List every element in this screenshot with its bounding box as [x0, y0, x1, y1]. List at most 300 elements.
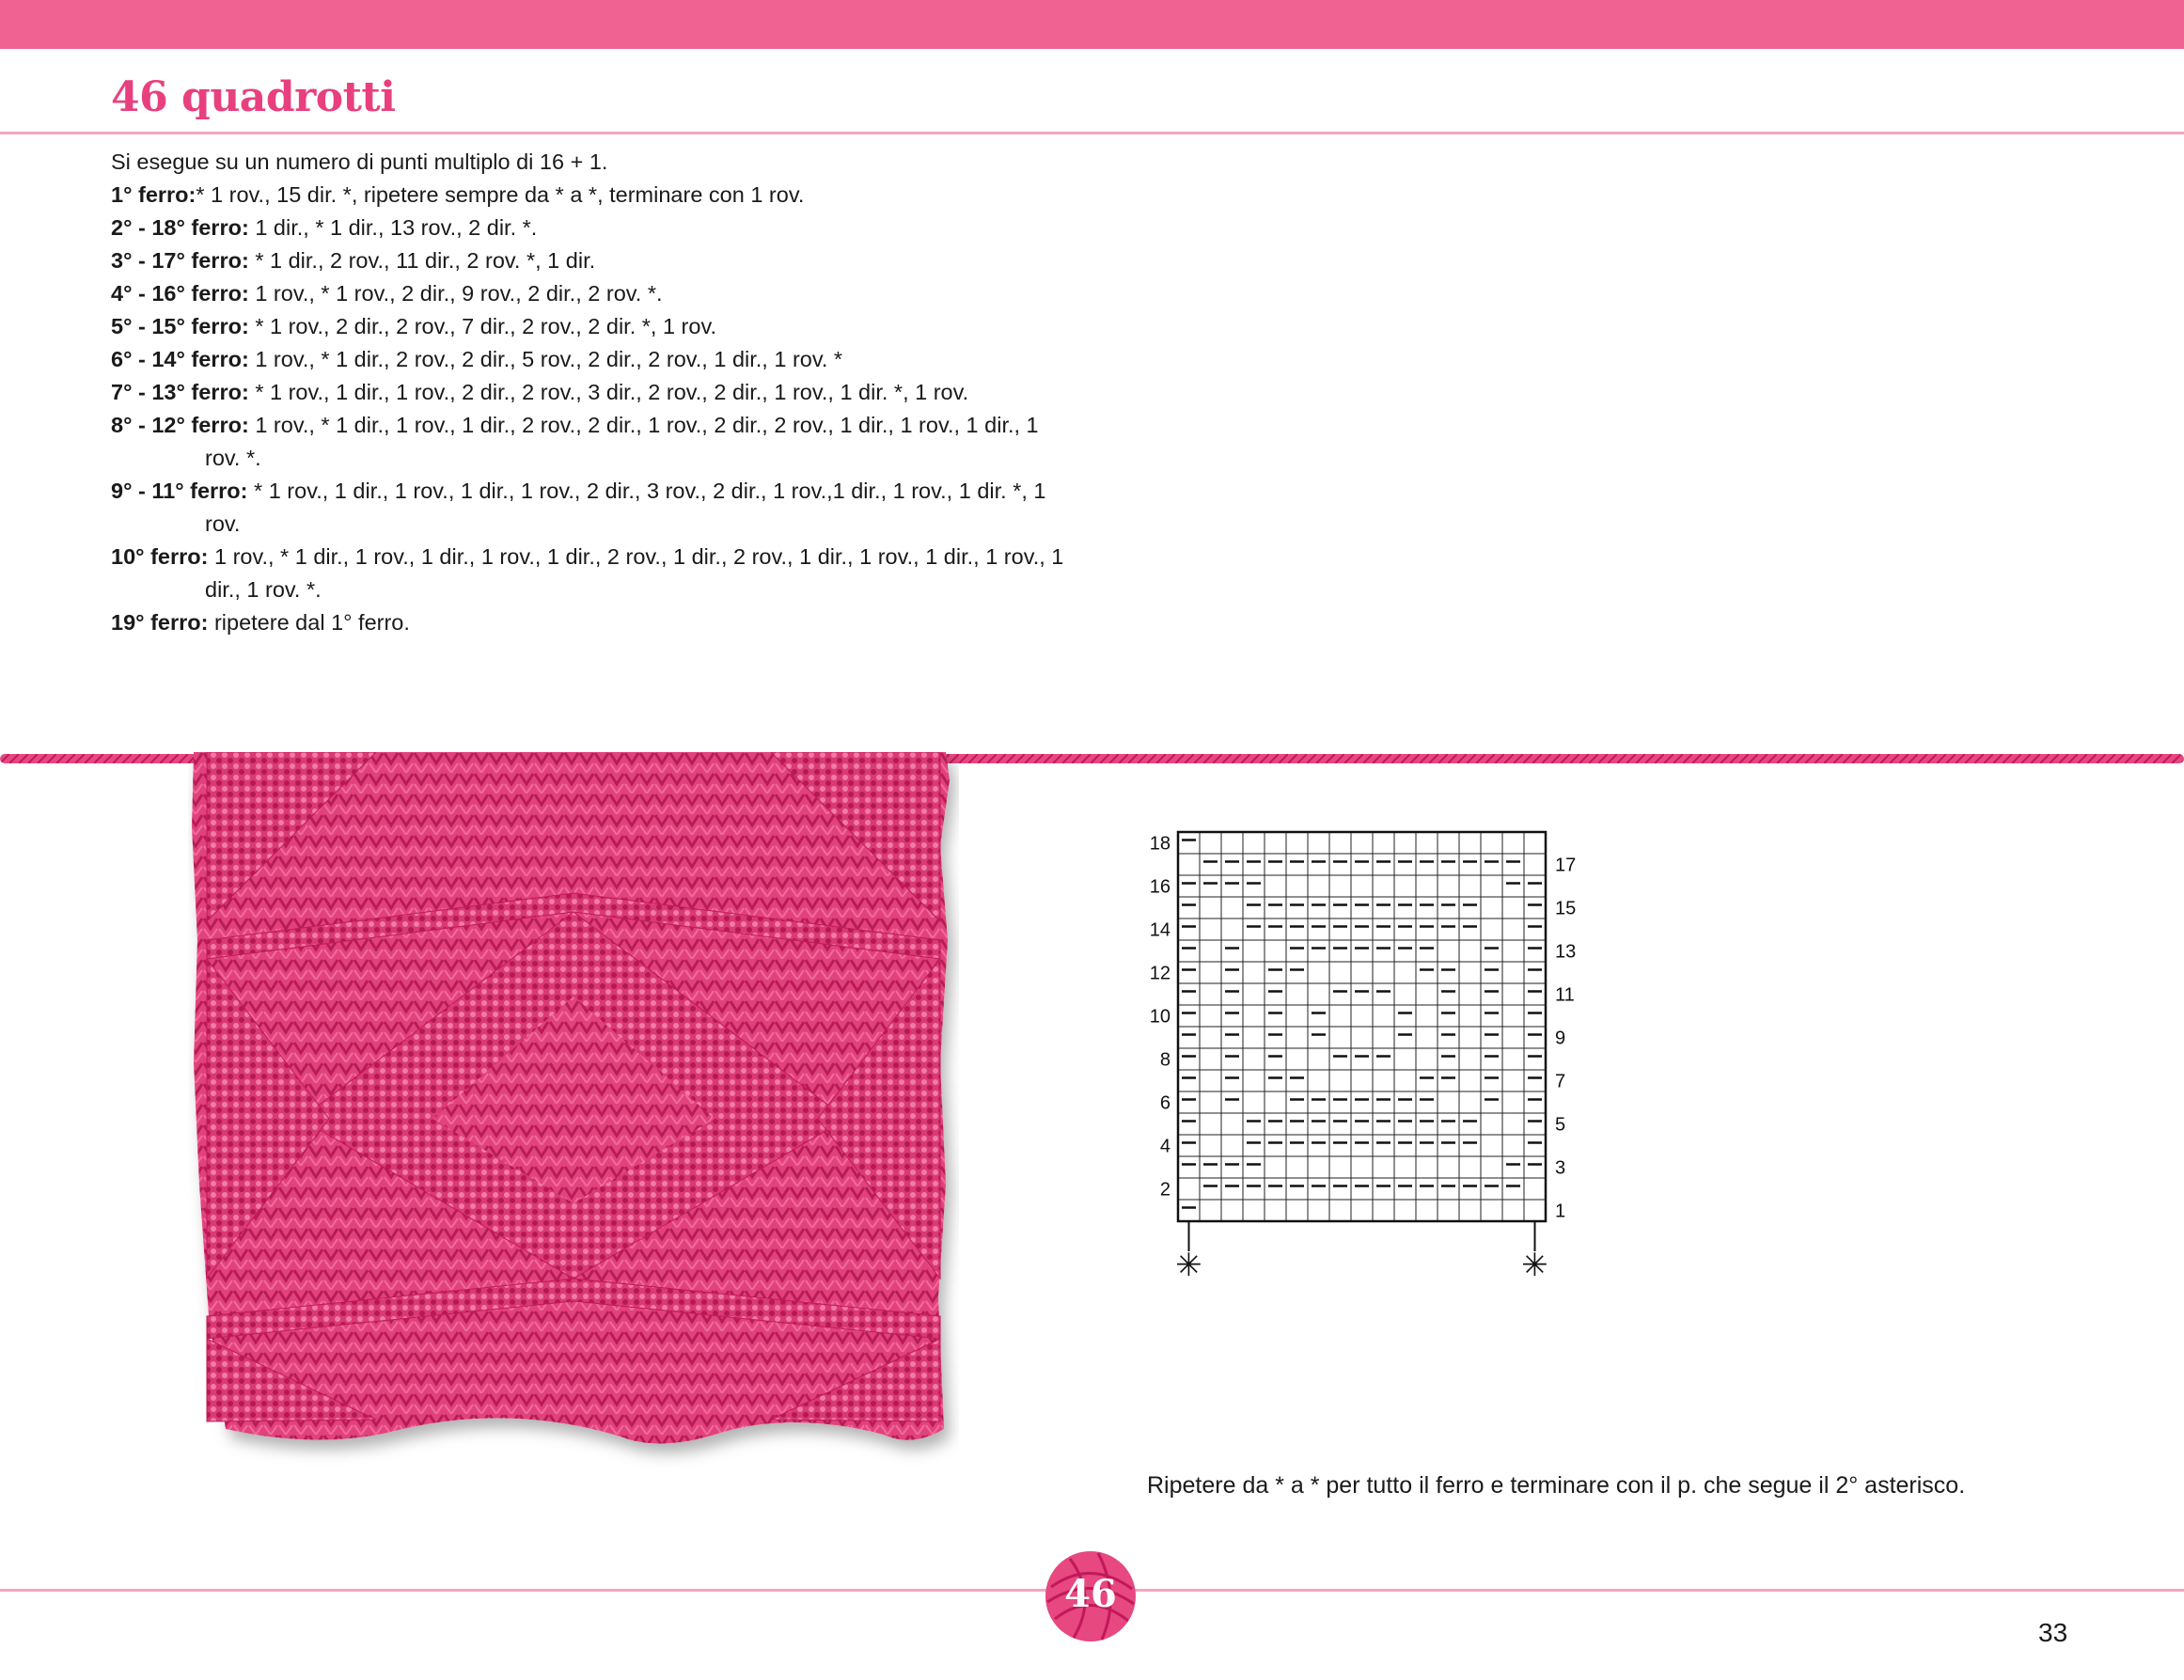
chart-cell	[1459, 962, 1481, 983]
chart-cell	[1178, 1200, 1200, 1221]
chart-cell	[1416, 1178, 1438, 1200]
chart-cell	[1438, 897, 1459, 919]
chart-cell	[1265, 1070, 1286, 1091]
row-instruction	[111, 343, 1070, 376]
chart-cell	[1243, 897, 1265, 919]
chart-cell	[1265, 919, 1286, 940]
chart-cell	[1178, 875, 1200, 897]
chart-cell	[1265, 940, 1286, 962]
chart-cell	[1438, 832, 1459, 854]
chart-row-label-right: 15	[1555, 898, 1577, 919]
chart-cell	[1524, 875, 1546, 897]
chart-cell	[1481, 1200, 1502, 1221]
chart-cell	[1524, 983, 1546, 1005]
chart-cell	[1394, 940, 1416, 962]
chart-cell	[1524, 1113, 1546, 1135]
chart-cell	[1200, 1156, 1221, 1178]
chart-cell	[1286, 1048, 1308, 1070]
row-label: 9° - 11° ferro:	[111, 479, 248, 503]
chart-cell	[1286, 875, 1308, 897]
chart-cell	[1178, 962, 1200, 983]
chart-cell	[1221, 897, 1243, 919]
chart-cell	[1265, 1005, 1286, 1027]
row-text: * 1 rov., 1 dir., 1 rov., 2 dir., 2 rov., 3 dir., 2 rov., 2 dir., 1 rov., 1 dir. *, 1 rov.	[248, 380, 969, 404]
chart-cell	[1459, 1070, 1481, 1091]
chart-row-label-left: 18	[1149, 833, 1171, 855]
chart-cell	[1329, 1091, 1351, 1113]
chart-cell	[1221, 1005, 1243, 1027]
chart-cell	[1416, 1027, 1438, 1048]
chart-cell	[1265, 1178, 1286, 1200]
chart-cell	[1351, 919, 1373, 940]
repeat-asterisk-icon: ✳	[1521, 1247, 1548, 1283]
row-instruction	[111, 212, 1070, 244]
chart-cell	[1329, 983, 1351, 1005]
chart-cell	[1373, 1070, 1394, 1091]
chart-cell	[1416, 962, 1438, 983]
chart-cell	[1221, 1178, 1243, 1200]
chart-cell	[1394, 875, 1416, 897]
chart-cell	[1524, 1048, 1546, 1070]
chart-cell	[1308, 1048, 1329, 1070]
chart-cell	[1200, 962, 1221, 983]
chart-cell	[1373, 1113, 1394, 1135]
chart-cell	[1373, 1156, 1394, 1178]
chart-cell	[1221, 1200, 1243, 1221]
row-instruction	[111, 541, 1070, 606]
row-text: 1 rov., * 1 dir., 1 rov., 1 dir., 1 rov., 1 dir., 2 rov., 1 dir., 2 rov., 1 dir., 1 rov., 1 dir., 1 rov., 1 dir., 1 rov. *.	[205, 544, 1064, 602]
chart-cell	[1329, 1178, 1351, 1200]
chart-cell	[1308, 1113, 1329, 1135]
chart-cell	[1394, 1048, 1416, 1070]
chart-cell	[1351, 940, 1373, 962]
chart-cell	[1329, 1005, 1351, 1027]
chart-cell	[1308, 940, 1329, 962]
chart-row-label-left: 16	[1149, 876, 1171, 898]
chart-cell	[1438, 1200, 1459, 1221]
chart-cell	[1481, 1048, 1502, 1070]
chart-cell	[1438, 1135, 1459, 1156]
row-label: 5° - 15° ferro:	[111, 314, 249, 338]
chart-cell	[1243, 940, 1265, 962]
chart-cell	[1438, 962, 1459, 983]
chart-cell	[1373, 1178, 1394, 1200]
chart-cell	[1178, 1005, 1200, 1027]
chart-cell	[1308, 962, 1329, 983]
chart-cell	[1286, 919, 1308, 940]
row-text: 1 dir., * 1 dir., 13 rov., 2 dir. *.	[248, 215, 538, 240]
chart-cell	[1394, 1070, 1416, 1091]
chart-cell	[1308, 875, 1329, 897]
chart-cell	[1502, 1178, 1524, 1200]
chart-cell	[1178, 1091, 1200, 1113]
chart-cell	[1416, 897, 1438, 919]
chart-cell	[1200, 875, 1221, 897]
chart-cell	[1308, 1091, 1329, 1113]
chart-row-label-left: 8	[1159, 1049, 1171, 1071]
chart-cell	[1178, 1178, 1200, 1200]
chart-cell	[1394, 1091, 1416, 1113]
chart-cell	[1481, 854, 1502, 875]
chart-cell	[1200, 1178, 1221, 1200]
chart-cell	[1373, 875, 1394, 897]
top-pink-band	[0, 0, 2184, 49]
row-label: 1° ferro:	[111, 182, 196, 207]
chart-cell	[1459, 1135, 1481, 1156]
row-label: 10° ferro:	[111, 544, 209, 569]
row-instruction	[111, 244, 1070, 277]
chart-cell	[1502, 1113, 1524, 1135]
chart-cell	[1459, 854, 1481, 875]
chart-cell	[1329, 1070, 1351, 1091]
chart-cell	[1221, 1027, 1243, 1048]
chart-cell	[1524, 1005, 1546, 1027]
chart-cell	[1416, 854, 1438, 875]
chart-cell	[1459, 875, 1481, 897]
chart-cell	[1221, 962, 1243, 983]
chart-cell	[1329, 832, 1351, 854]
chart-cell	[1438, 940, 1459, 962]
chart-cell	[1416, 832, 1438, 854]
chart-cell	[1438, 1005, 1459, 1027]
chart-cell	[1373, 1200, 1394, 1221]
chart-cell	[1286, 1070, 1308, 1091]
chart-cell	[1286, 1113, 1308, 1135]
chart-cell	[1221, 1113, 1243, 1135]
chart-cell	[1524, 962, 1546, 983]
chart-cell	[1286, 1200, 1308, 1221]
chart-cell	[1308, 1178, 1329, 1200]
chart-cell	[1416, 1070, 1438, 1091]
chart-cell	[1286, 940, 1308, 962]
chart-cell	[1351, 1048, 1373, 1070]
chart-cell	[1373, 854, 1394, 875]
chart-cell	[1438, 854, 1459, 875]
chart-cell	[1329, 940, 1351, 962]
chart-cell	[1243, 875, 1265, 897]
chart-cell	[1265, 1135, 1286, 1156]
chart-cell	[1308, 897, 1329, 919]
chart-cell	[1265, 897, 1286, 919]
chart-cell	[1502, 832, 1524, 854]
chart-cell	[1178, 832, 1200, 854]
chart-cell	[1502, 940, 1524, 962]
chart-cell	[1394, 1156, 1416, 1178]
chart-cell	[1416, 1091, 1438, 1113]
row-text: 1 rov., * 1 rov., 2 dir., 9 rov., 2 dir., 2 rov. *.	[248, 281, 663, 306]
chart-row-label-left: 12	[1149, 963, 1171, 984]
row-label: 8° - 12° ferro:	[111, 413, 249, 437]
chart-row-label-right: 13	[1555, 941, 1577, 963]
chart-cell	[1481, 919, 1502, 940]
chart-row-label-right: 7	[1555, 1071, 1566, 1092]
chart-cell	[1221, 1048, 1243, 1070]
chart-cell	[1221, 1156, 1243, 1178]
row-instruction	[111, 606, 1070, 639]
chart-cell	[1481, 1091, 1502, 1113]
chart-cell	[1438, 875, 1459, 897]
chart-cell	[1524, 854, 1546, 875]
chart-cell	[1438, 983, 1459, 1005]
chart-cell	[1373, 832, 1394, 854]
chart-cell	[1502, 962, 1524, 983]
chart-cell	[1243, 1091, 1265, 1113]
chart-row-label-right: 3	[1555, 1157, 1566, 1179]
chart-cell	[1502, 897, 1524, 919]
chart-cell	[1481, 875, 1502, 897]
chart-cell	[1308, 1200, 1329, 1221]
chart-cell	[1178, 854, 1200, 875]
chart-cell	[1373, 983, 1394, 1005]
chart-cell	[1481, 1156, 1502, 1178]
chart-cell	[1351, 1135, 1373, 1156]
chart-cell	[1200, 1070, 1221, 1091]
chart-cell	[1200, 1200, 1221, 1221]
chart-cell	[1308, 1070, 1329, 1091]
chart-cell	[1329, 1113, 1351, 1135]
chart-cell	[1524, 897, 1546, 919]
chart-cell	[1286, 1005, 1308, 1027]
chart-cell	[1308, 854, 1329, 875]
row-label: 19° ferro:	[111, 610, 209, 635]
chart-cell	[1502, 1027, 1524, 1048]
chart-cell	[1243, 1156, 1265, 1178]
chart-row-label-right: 11	[1555, 984, 1575, 1006]
repeat-asterisk-icon: ✳	[1175, 1247, 1202, 1283]
chart-cell	[1438, 919, 1459, 940]
chart-cell	[1416, 1156, 1438, 1178]
chart-cell	[1200, 1027, 1221, 1048]
knitted-swatch	[188, 752, 959, 1485]
chart-cell	[1351, 875, 1373, 897]
chart-cell	[1459, 1200, 1481, 1221]
row-instruction	[111, 475, 1070, 541]
chart-cell	[1459, 1156, 1481, 1178]
chart-cell	[1459, 832, 1481, 854]
chart-cell	[1329, 897, 1351, 919]
chart-cell	[1221, 940, 1243, 962]
chart-cell	[1308, 1005, 1329, 1027]
chart-cell	[1481, 940, 1502, 962]
chart-cell	[1373, 1005, 1394, 1027]
chart-cell	[1351, 1091, 1373, 1113]
chart-cell	[1502, 1156, 1524, 1178]
chart-cell	[1438, 1048, 1459, 1070]
chart-cell	[1243, 854, 1265, 875]
chart-cell	[1459, 897, 1481, 919]
chart-cell	[1178, 919, 1200, 940]
chart-row-label-left: 14	[1149, 919, 1171, 941]
chart-cell	[1286, 983, 1308, 1005]
chart-cell	[1524, 832, 1546, 854]
row-label: 4° - 16° ferro:	[111, 281, 249, 306]
row-instruction	[111, 277, 1070, 310]
chart-cell	[1221, 854, 1243, 875]
chart-cell	[1200, 940, 1221, 962]
chart-cell	[1178, 1113, 1200, 1135]
chart-cell	[1243, 962, 1265, 983]
chart-cell	[1200, 983, 1221, 1005]
chart-cell	[1459, 919, 1481, 940]
chart-cell	[1200, 854, 1221, 875]
chart-cell	[1178, 940, 1200, 962]
chart-cell	[1502, 1048, 1524, 1070]
chart-cell	[1286, 1178, 1308, 1200]
chart-cell	[1524, 1070, 1546, 1091]
chart-cell	[1438, 1027, 1459, 1048]
chart-cell	[1394, 1135, 1416, 1156]
row-label: 2° - 18° ferro:	[111, 215, 249, 240]
row-text: 1 rov., * 1 dir., 2 rov., 2 dir., 5 rov., 2 dir., 2 rov., 1 dir., 1 rov. *	[248, 347, 843, 371]
intro-line: Si esegue su un numero di punti multiplo di 16 + 1.	[111, 149, 608, 174]
chart-cell	[1329, 875, 1351, 897]
chart-cell	[1243, 1048, 1265, 1070]
chart-cell	[1373, 897, 1394, 919]
chart-cell	[1524, 940, 1546, 962]
chart-cell	[1524, 1027, 1546, 1048]
chart-cell	[1221, 1135, 1243, 1156]
chart-cell	[1329, 919, 1351, 940]
chart-cell	[1221, 832, 1243, 854]
row-label: 7° - 13° ferro:	[111, 380, 249, 404]
chart-cell	[1286, 1027, 1308, 1048]
chart-cell	[1502, 1070, 1524, 1091]
chart-cell	[1286, 962, 1308, 983]
chart-cell	[1265, 1200, 1286, 1221]
chart-cell	[1394, 854, 1416, 875]
chart-cell	[1308, 832, 1329, 854]
chart-cell	[1221, 983, 1243, 1005]
chart-cell	[1502, 875, 1524, 897]
chart-row-label-right: 5	[1555, 1114, 1566, 1136]
row-instruction	[111, 310, 1070, 343]
chart-cell	[1221, 1070, 1243, 1091]
chart-cell	[1481, 1005, 1502, 1027]
chart-cell	[1416, 919, 1438, 940]
chart-cell	[1394, 832, 1416, 854]
chart-cell	[1502, 919, 1524, 940]
chart-cell	[1481, 897, 1502, 919]
chart-cell	[1329, 1027, 1351, 1048]
chart-cell	[1329, 962, 1351, 983]
chart-cell	[1524, 1135, 1546, 1156]
chart-cell	[1200, 897, 1221, 919]
chart-cell	[1286, 897, 1308, 919]
chart-cell	[1351, 1156, 1373, 1178]
chart-cell	[1265, 1156, 1286, 1178]
chart-cell	[1200, 1091, 1221, 1113]
chart-cell	[1178, 1027, 1200, 1048]
chart-cell	[1308, 919, 1329, 940]
chart-cell	[1459, 1091, 1481, 1113]
chart-cell	[1178, 1048, 1200, 1070]
chart-cell	[1524, 1200, 1546, 1221]
row-instruction	[111, 376, 1070, 409]
chart-cell	[1200, 1135, 1221, 1156]
knitting-instructions	[111, 146, 1070, 639]
chart-cell	[1351, 962, 1373, 983]
chart-cell	[1351, 1200, 1373, 1221]
chart-cell	[1373, 1027, 1394, 1048]
chart-cell	[1265, 1113, 1286, 1135]
chart-cell	[1351, 1178, 1373, 1200]
chart-row-label-right: 1	[1555, 1201, 1566, 1222]
chart-cell	[1351, 1005, 1373, 1027]
chart-cell	[1265, 1091, 1286, 1113]
title-divider	[0, 132, 2184, 134]
chart-cell	[1481, 1135, 1502, 1156]
chart-cell	[1200, 1005, 1221, 1027]
chart-cell	[1394, 897, 1416, 919]
chart-row-label-left: 4	[1159, 1136, 1171, 1157]
chart-cell	[1329, 1200, 1351, 1221]
chart-cell	[1502, 1005, 1524, 1027]
chart-cell	[1265, 854, 1286, 875]
chart-cell	[1243, 919, 1265, 940]
chart-cell	[1200, 1048, 1221, 1070]
knitting-chart	[1128, 813, 1598, 1283]
chart-cell	[1243, 1200, 1265, 1221]
chart-cell	[1329, 1135, 1351, 1156]
chart-cell	[1459, 1048, 1481, 1070]
chart-cell	[1308, 1156, 1329, 1178]
chart-cell	[1200, 1113, 1221, 1135]
chart-row-label-right: 17	[1555, 855, 1577, 876]
chart-cell	[1351, 1070, 1373, 1091]
chart-cell	[1200, 832, 1221, 854]
chart-cell	[1502, 854, 1524, 875]
chart-cell	[1394, 919, 1416, 940]
chart-cell	[1481, 1070, 1502, 1091]
chart-cell	[1243, 1027, 1265, 1048]
chart-cell	[1351, 1027, 1373, 1048]
chart-cell	[1438, 1070, 1459, 1091]
chart-cell	[1286, 1135, 1308, 1156]
chart-cell	[1416, 1005, 1438, 1027]
chart-cell	[1178, 1135, 1200, 1156]
page-number: 33	[2038, 1618, 2068, 1647]
chart-cell	[1373, 1091, 1394, 1113]
row-label: 3° - 17° ferro:	[111, 248, 249, 273]
chart-cell	[1502, 1091, 1524, 1113]
chart-cell	[1459, 983, 1481, 1005]
chart-cell	[1394, 1113, 1416, 1135]
row-instruction	[111, 179, 1070, 212]
chart-cell	[1416, 1113, 1438, 1135]
chart-cell	[1416, 1200, 1438, 1221]
chart-cell	[1308, 1135, 1329, 1156]
chart-cell	[1373, 919, 1394, 940]
chart-cell	[1438, 1091, 1459, 1113]
chart-cell	[1286, 832, 1308, 854]
chart-cell	[1373, 1048, 1394, 1070]
chart-cell	[1481, 832, 1502, 854]
chart-cell	[1416, 940, 1438, 962]
chart-cell	[1351, 854, 1373, 875]
chart-cell	[1221, 1091, 1243, 1113]
chart-cell	[1308, 983, 1329, 1005]
chart-cell	[1243, 1135, 1265, 1156]
chart-cell	[1265, 983, 1286, 1005]
chart-cell	[1178, 983, 1200, 1005]
chart-cell	[1394, 1005, 1416, 1027]
chart-cell	[1286, 1091, 1308, 1113]
chart-cell	[1265, 1027, 1286, 1048]
row-text: * 1 rov., 1 dir., 1 rov., 1 dir., 1 rov., 2 dir., 3 rov., 2 dir., 1 rov.,1 dir., 1 rov., 1 dir. *, 1 rov.	[205, 479, 1046, 536]
chart-cell	[1502, 983, 1524, 1005]
chart-cell	[1502, 1135, 1524, 1156]
chart-cell	[1394, 983, 1416, 1005]
